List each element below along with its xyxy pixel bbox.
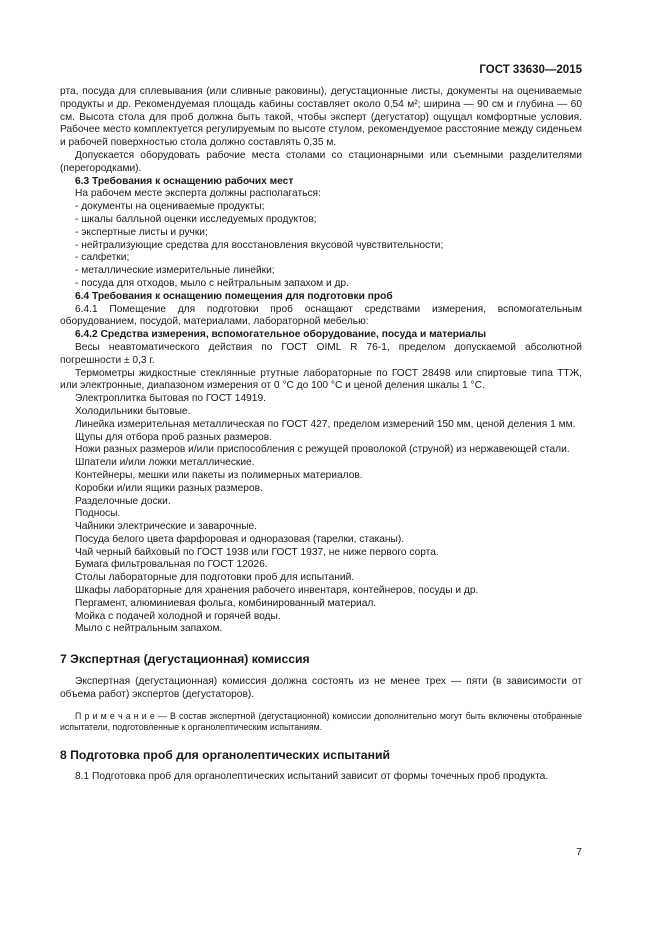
paragraph-workplace-tables: Допускается оборудовать рабочие места столами со стационарными или съемными разделителями (перегородками).: [60, 149, 582, 174]
paragraph-8-1: 8.1 Подготовка проб для органолептических испытаний зависит от формы точечных проб продукта.: [75, 771, 549, 783]
equipment-item: Посуда белого цвета фарфоровая и одноразовая (тарелки, стаканы).: [75, 533, 405, 545]
equipment-item: Линейка измерительная металлическая по ГОСТ 427, пределом измерений 150 мм, ценой деления 1 мм.: [75, 418, 576, 430]
equipment-item: Шкафы лабораторные для хранения рабочего инвентаря, контейнеров, посуды и др.: [75, 585, 479, 597]
equipment-item: Электроплитка бытовая по ГОСТ 14919.: [75, 393, 266, 405]
list-item: - салфетки;: [75, 252, 130, 264]
document-code-header: ГОСТ 33630—2015: [479, 64, 582, 76]
paragraph-7-commission: Экспертная (дегустационная) комиссия должна состоять из не менее трех — пяти (в зависимости от объема работ) экспертов (дегустаторов).: [60, 676, 582, 700]
equipment-item: Пергамент, алюминиевая фольга, комбинированный материал.: [75, 597, 377, 609]
list-item: - металлические измерительные линейки;: [75, 265, 275, 277]
note-text: — В состав экспертной (дегустационной) комиссии дополнительно могут быть включены отобранные испытатели, подготовленные к органолептическим испытаниям.: [60, 710, 582, 732]
document-body: [60, 86, 582, 784]
equipment-item: Мыло с нейтральным запахом.: [75, 623, 223, 635]
equipment-item: Контейнеры, мешки или пакеты из полимерных материалов.: [75, 469, 363, 481]
paragraph-6-4-1: 6.4.1 Помещение для подготовки проб оснащают средствами измерения, вспомогательным оборудованием, посудой, материалами, лабораторной мебелью:: [60, 303, 582, 328]
equipment-item: Чай черный байховый по ГОСТ 1938 или ГОСТ 1937, не ниже первого сорта.: [75, 546, 439, 558]
equipment-item: Шпатели и/или ложки металлические.: [75, 457, 255, 469]
paragraph-cabin-equipment: рта, посуда для сплевывания (или сливные раковины), дегустационные листы, документы на оцениваемые продукты и др. Рекомендуемая площадь кабины составляет около 0,54 м²; ширина — 90 см и глубина — 60 см. Высота стола для проб должна быть такой, чтобы эксперт (дегустатор) ощущал комфортные условия. Рабочее место комплектуется регулируемым по высоте стулом, рекомендуемое расстояние между сиденьем и рабочей поверхностью стола должно составлять 0,35 м.: [60, 86, 582, 149]
equipment-item: Мойка с подачей холодной и горячей воды.: [75, 610, 281, 622]
equipment-item: Подносы.: [75, 508, 121, 520]
equipment-item: Холодильники бытовые.: [75, 405, 191, 417]
note-label: П р и м е ч а н и е: [75, 710, 155, 721]
list-workplace-items: [60, 201, 582, 291]
equipment-item: Коробки и/или ящики разных размеров.: [75, 482, 263, 494]
equipment-item: Разделочные доски.: [75, 495, 171, 507]
note-7: [60, 711, 582, 733]
equipment-item: Ножи разных размеров и/или приспособления с режущей проволокой (струной) из нержавеющей стали.: [75, 444, 570, 456]
equipment-item: Бумага фильтровальная по ГОСТ 12026.: [75, 559, 268, 571]
list-item: - посуда для отходов, мыло с нейтральным запахом и др.: [75, 277, 349, 289]
equipment-item: Щупы для отбора проб разных размеров.: [75, 431, 272, 443]
list-item: - шкалы балльной оценки исследуемых продуктов;: [75, 213, 317, 225]
section-7-title: 7 Экспертная (дегустационная) комиссия: [60, 652, 310, 667]
equipment-item: Термометры жидкостные стеклянные ртутные лабораторные по ГОСТ 28498 или спиртовые типа ТТЖ, или электронные, диапазоном измерения от 0 °С до 100 °С и ценой деления шкалы 1 °С.: [60, 367, 582, 392]
page-number: 7: [576, 846, 582, 858]
equipment-item: Чайники электрические и заварочные.: [75, 521, 258, 533]
list-item: - экспертные листы и ручки;: [75, 226, 208, 238]
equipment-item: Столы лабораторные для подготовки проб для испытаний.: [75, 572, 355, 584]
heading-6-3: 6.3 Требования к оснащению рабочих мест: [75, 175, 294, 187]
list-equipment: [60, 342, 582, 636]
section-8-title: 8 Подготовка проб для органолептических испытаний: [60, 747, 390, 762]
heading-6-4: 6.4 Требования к оснащению помещения для подготовки проб: [75, 290, 393, 302]
list-item: - документы на оцениваемые продукты;: [75, 201, 265, 213]
heading-6-4-2: 6.4.2 Средства измерения, вспомогательное оборудование, посуда и материалы: [75, 329, 487, 341]
equipment-item: Весы неавтоматического действия по ГОСТ OIML R 76-1, пределом допускаемой абсолютной погрешности ± 0,3 г.: [60, 341, 582, 366]
list-item: - нейтрализующие средства для восстановления вкусовой чувствительности;: [75, 239, 444, 251]
paragraph-6-3-intro: На рабочем месте эксперта должны располагаться:: [75, 188, 321, 200]
